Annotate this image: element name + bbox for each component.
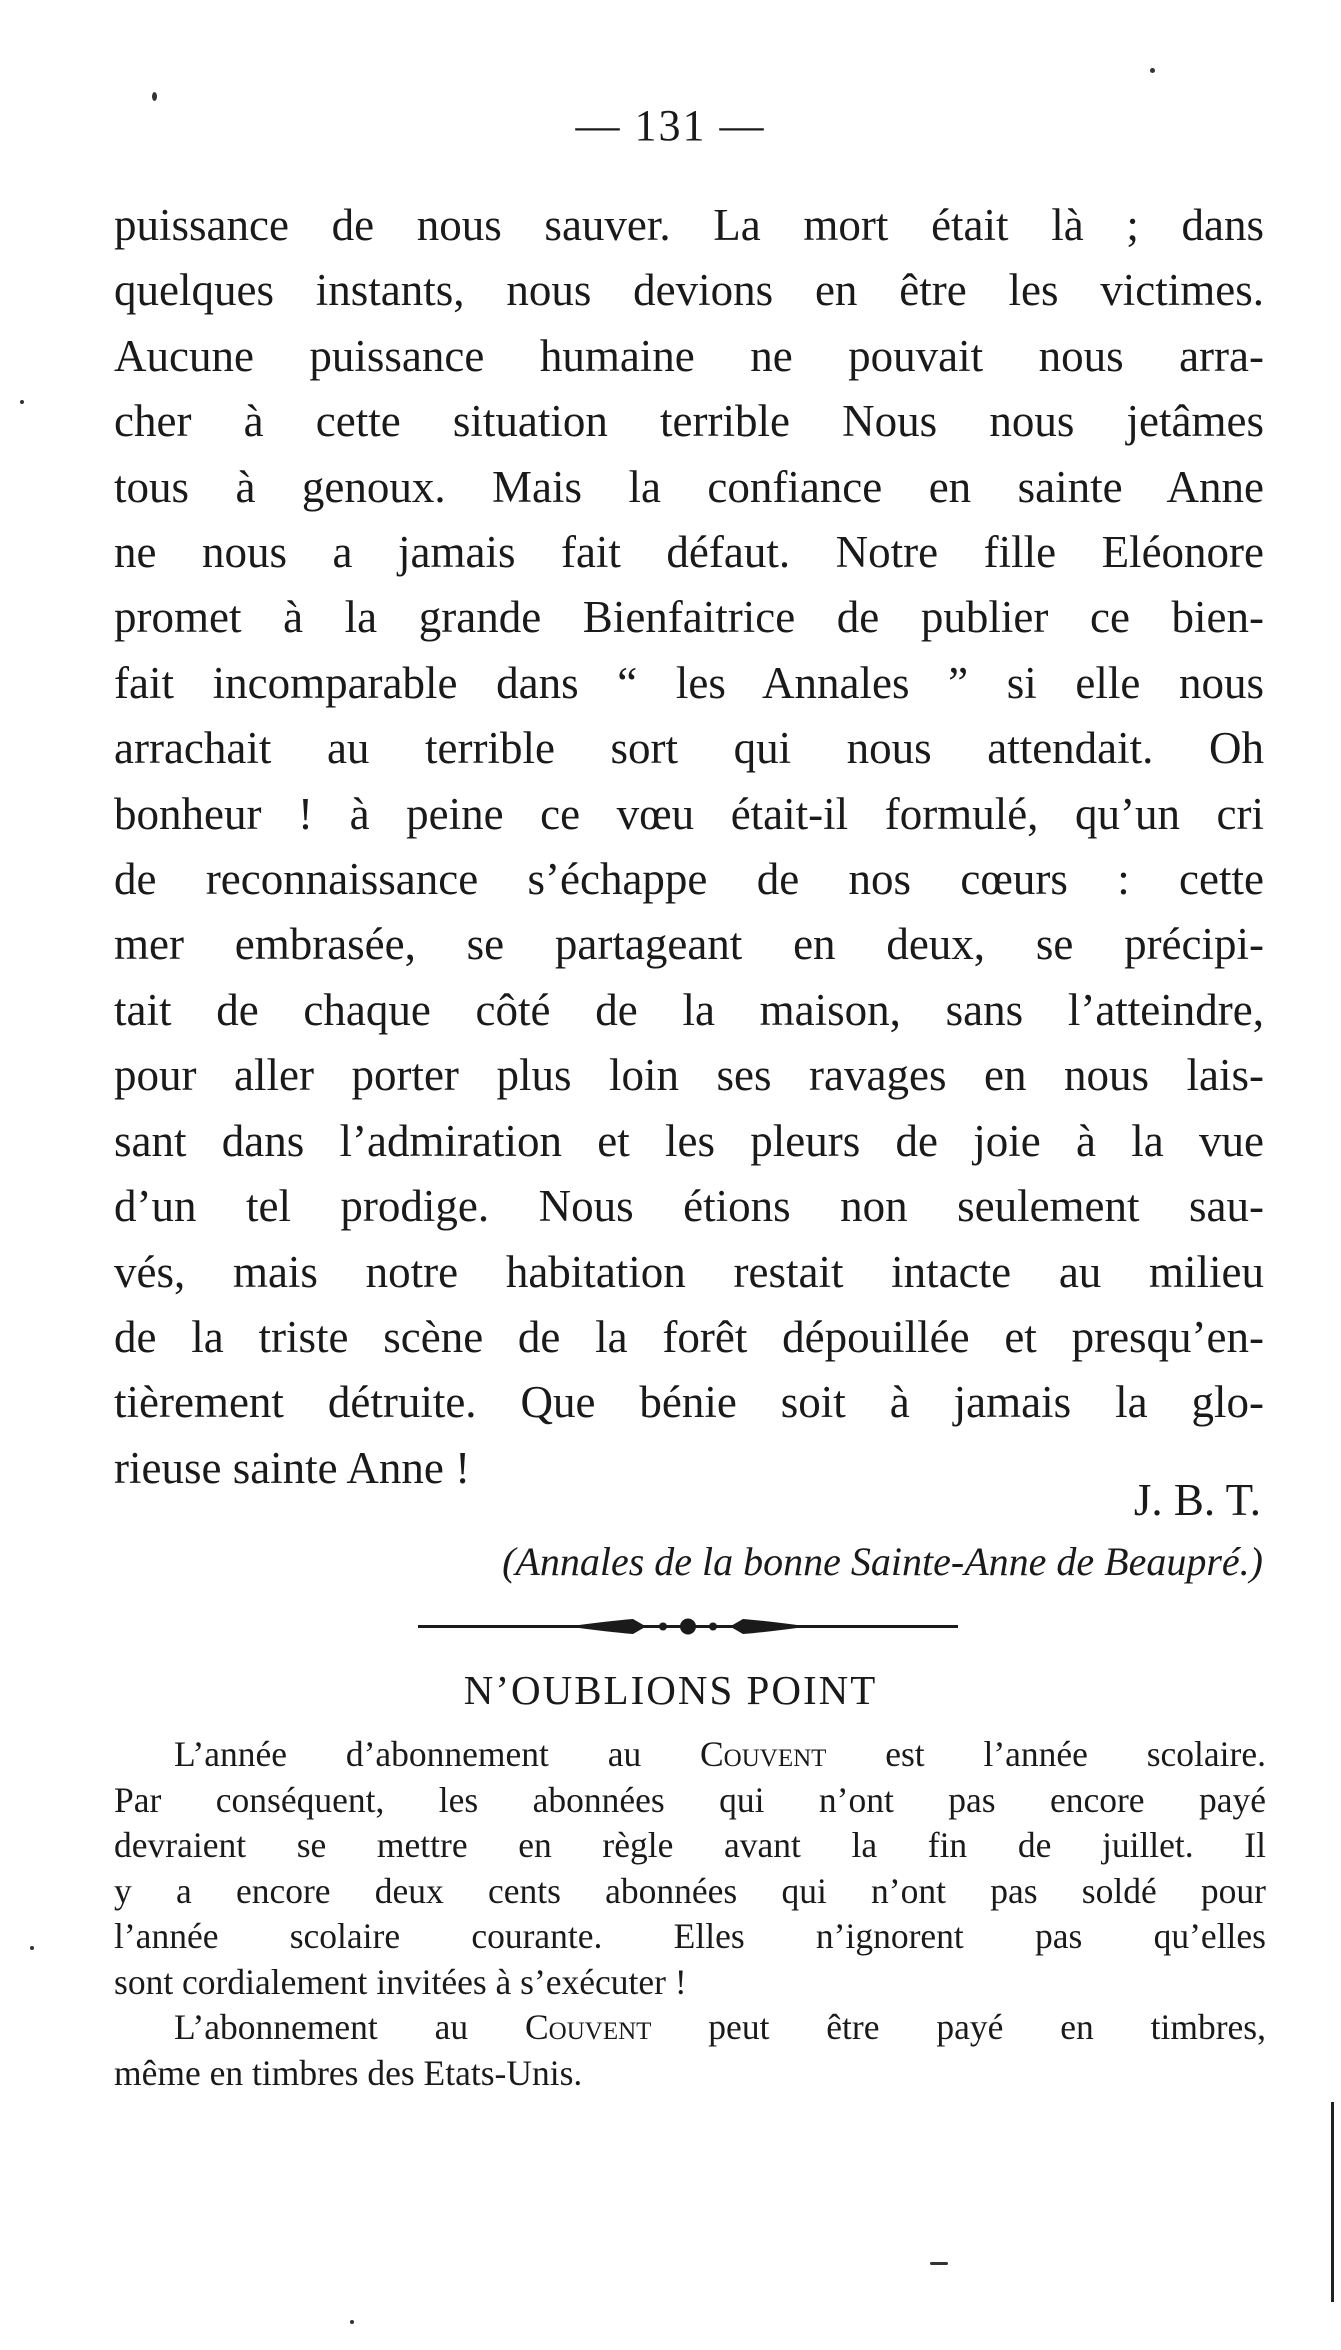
text-line: d’un tel prodige. Nous étions non seulement sau- bbox=[114, 1181, 1264, 1232]
notice-line: l’année scolaire courante. Elles n’ignorent pas qu’elles bbox=[114, 1916, 1266, 1956]
ornamental-divider bbox=[418, 1612, 958, 1642]
notice-line: Par conséquent, les abonnées qui n’ont pas encore payé bbox=[114, 1779, 1266, 1820]
article-body bbox=[114, 193, 1264, 1501]
ink-speck bbox=[152, 92, 157, 101]
notice-text-segment: L’année d’abonnement au bbox=[174, 1734, 700, 1774]
author-signature: J. B. T. bbox=[1133, 1475, 1261, 1525]
text-line: tous à genoux. Mais la confiance en sainte Anne bbox=[114, 461, 1264, 512]
text-line: quelques instants, nous devions en être les victimes. bbox=[114, 265, 1264, 316]
notice-line bbox=[114, 1732, 1266, 1778]
text-line: ne nous a jamais fait défaut. Notre fille Eléonore bbox=[114, 527, 1264, 578]
text-line: arrachait au terrible sort qui nous attendait. Oh bbox=[114, 723, 1264, 774]
text-line: sant dans l’admiration et les pleurs de joie à la vue bbox=[114, 1115, 1264, 1166]
text-line: tièrement détruite. Que bénie soit à jamais la glo- bbox=[114, 1377, 1264, 1428]
notice-text-segment: L’abonnement au bbox=[174, 2007, 525, 2047]
text-line: puissance de nous sauver. La mort était là ; dans bbox=[114, 200, 1264, 250]
notice-heading: N’OUBLIONS POINT bbox=[463, 1667, 878, 1713]
text-line: pour aller porter plus loin ses ravages en nous lais- bbox=[114, 1050, 1264, 1101]
ink-speck bbox=[30, 1946, 34, 1950]
notice-line: sont cordialement invitées à s’exécuter ! bbox=[114, 1961, 687, 2002]
ink-speck bbox=[20, 400, 24, 404]
text-line: tait de chaque côté de la maison, sans l’atteindre, bbox=[114, 984, 1264, 1035]
publication-name: Couvent bbox=[525, 2007, 652, 2047]
notice-line: devraient se mettre en règle avant la fin de juillet. Il bbox=[114, 1825, 1266, 1865]
notice-line bbox=[114, 2005, 1266, 2051]
notice-text-segment: peut être payé en timbres, bbox=[651, 2007, 1266, 2047]
text-line: fait incomparable dans “ les Annales ” si elle nous bbox=[114, 657, 1264, 708]
ink-speck bbox=[930, 2262, 948, 2265]
text-line: bonheur ! à peine ce vœu était-il formulé, qu’un cri bbox=[114, 788, 1264, 839]
text-line: rieuse sainte Anne ! bbox=[114, 1442, 471, 1493]
ink-speck bbox=[350, 2320, 354, 2324]
notice-line: même en timbres des Etats-Unis. bbox=[114, 2052, 583, 2093]
text-line: de reconnaissance s’échappe de nos cœurs : cette bbox=[114, 854, 1264, 905]
notice-body bbox=[114, 1732, 1266, 2096]
publication-name: Couvent bbox=[700, 1734, 827, 1774]
text-line: promet à la grande Bienfaitrice de publier ce bien- bbox=[114, 592, 1264, 643]
text-line: de la triste scène de la forêt dépouillée et presqu’en- bbox=[114, 1311, 1264, 1362]
notice-text-segment: est l’année scolaire. bbox=[826, 1734, 1266, 1774]
page-number: — 131 — bbox=[575, 101, 766, 150]
notice-line: y a encore deux cents abonnées qui n’ont pas soldé pour bbox=[114, 1870, 1266, 1911]
margin-rule bbox=[1331, 2102, 1334, 2302]
text-line: cher à cette situation terrible Nous nous jetâmes bbox=[114, 396, 1264, 447]
text-line: mer embrasée, se partageant en deux, se précipi- bbox=[114, 919, 1264, 970]
ink-speck bbox=[1150, 68, 1155, 73]
text-line: Aucune puissance humaine ne pouvait nous arra- bbox=[114, 330, 1264, 381]
source-citation: (Annales de la bonne Sainte-Anne de Beaupré.) bbox=[502, 1539, 1263, 1584]
text-line: vés, mais notre habitation restait intacte au milieu bbox=[114, 1246, 1264, 1297]
